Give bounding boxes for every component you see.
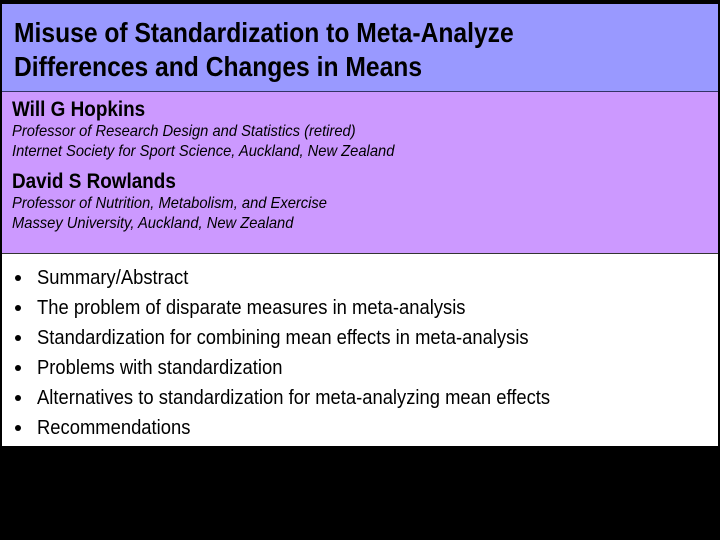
outline-item-alternatives (12, 383, 718, 413)
outline-list (12, 263, 718, 443)
bullet-icon (15, 365, 21, 371)
author-block-hopkins (12, 97, 718, 162)
authors-panel (2, 92, 718, 254)
outline-item-label: Standardization for combining mean effects in meta-analysis (37, 326, 529, 349)
title-banner (2, 4, 718, 92)
bullet-icon (15, 335, 21, 341)
outline-item-label: The problem of disparate measures in meta-analysis (37, 296, 466, 319)
outline-item-disparate-measures (12, 293, 718, 323)
author-name: Will G Hopkins (12, 98, 146, 121)
outline-item-recommendations (12, 413, 718, 443)
author-affiliation: Massey University, Auckland, New Zealand (12, 215, 294, 232)
author-role: Professor of Research Design and Statistics (retired) (12, 123, 356, 140)
outline-panel (2, 254, 718, 446)
outline-item-standardization (12, 323, 718, 353)
outline-item-problems (12, 353, 718, 383)
author-role: Professor of Nutrition, Metabolism, and Exercise (12, 195, 327, 212)
author-block-rowlands (12, 169, 718, 234)
bullet-icon (15, 305, 21, 311)
author-affiliation: Internet Society for Sport Science, Auckland, New Zealand (12, 143, 395, 160)
author-name: David S Rowlands (12, 170, 176, 193)
outline-item-label: Summary/Abstract (37, 266, 189, 289)
slide-title-line-1: Misuse of Standardization to Meta-Analyze (14, 17, 514, 48)
outline-item-summary (12, 263, 718, 293)
outline-item-label: Alternatives to standardization for meta-analyzing mean effects (37, 386, 551, 409)
bullet-icon (15, 275, 21, 281)
outline-item-label: Problems with standardization (37, 356, 283, 379)
bullet-icon (15, 425, 21, 431)
slide-title-line-2: Differences and Changes in Means (14, 51, 423, 82)
bullet-icon (15, 395, 21, 401)
outline-item-label: Recommendations (37, 416, 191, 439)
